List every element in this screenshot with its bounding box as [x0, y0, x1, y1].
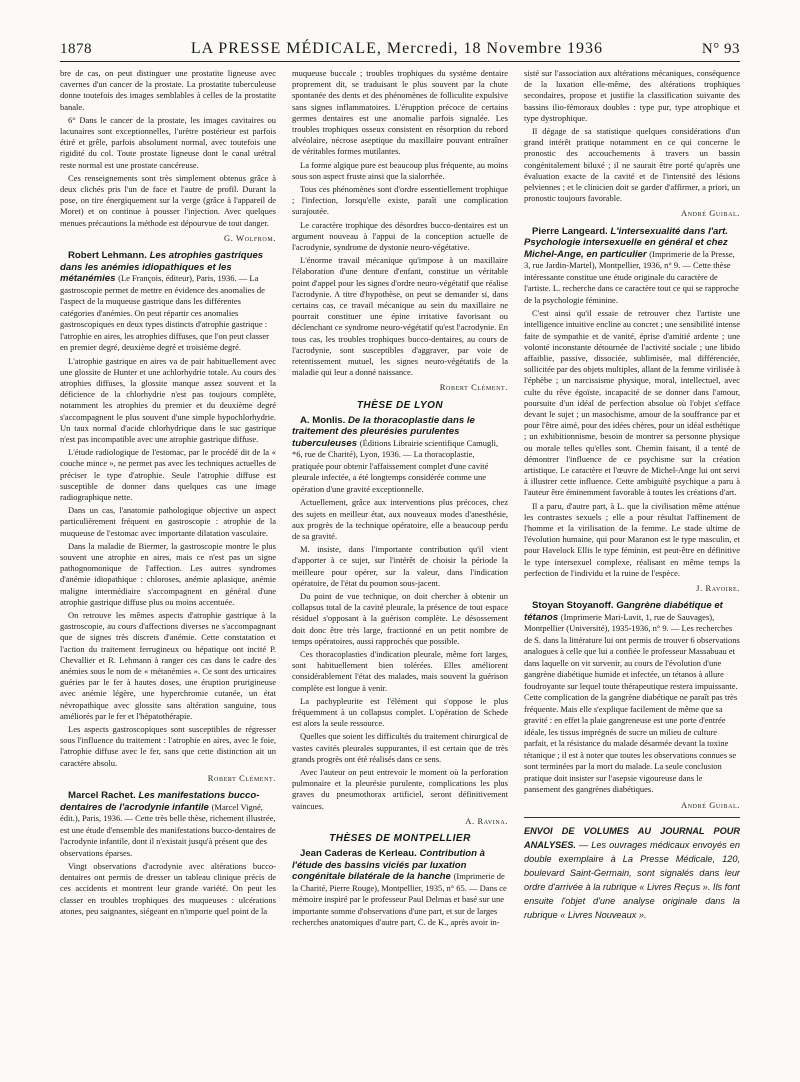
- review-publication: (Le François, éditeur), Paris, 1936. — La gastroscopie permet de mettre en évidence des anomalies de l'aspect de la muqueuse gastrique dans les différentes catégories d'anémies. On peut répartir ces anomalies gastroscopiques en deux types distincts d'atrophie gastrique : l'atrophie en aires, les atrophies diffuses, que l'on peut classer en premier degré, deuxième degré et troisième degré.: [60, 273, 269, 353]
- column-3: [524, 68, 740, 922]
- review-title: De la thoracoplastie dans le traitement des pleurésies purulentes tuberculeuses: [292, 414, 475, 449]
- review-heading: [60, 790, 276, 859]
- review-publication: (Éditions Librairie scientifique Camugli, *6, rue de Charité), Lyon, 1936. — La thoracoplastie, pratiquée pour obtenir l'affaissement complet d'une cavité pleurale infectée, a été longtemps considérée comme une opération d'une gravité exceptionnelle.: [292, 437, 499, 494]
- review-title: Contribution à l'étude des bassins viciés par luxation congénitale bilatérale de la hanche: [292, 848, 486, 883]
- paragraph: sisté sur l'association aux altérations mécaniques, conséquence de la luxation elle-même, des altérations trophiques secondaires, propose et justifie la classification suivante des bassins ilio-fémoraux doubles : type pur, type atrophique et type dystrophique.: [524, 68, 740, 123]
- paragraph: Les aspects gastroscopiques sont susceptibles de régresser sous l'influence du traitement : l'atrophie en aires, avec le foie, l'atrophie diffuse avec le fer, sans que cette distinction ait un caractère absolu.: [60, 724, 276, 768]
- review-author: Robert Lehmann.: [68, 250, 147, 262]
- paragraph: Vingt observations d'acrodynie avec altérations bucco-dentaires ont permis de dresser un tableau clinique précis de ces accidents et montrent leur grande variété. On peut les classer en troubles trophiques des muqueuses : ulcérations atones, peu saignantes, siégeant en n'importe quel point de la: [60, 861, 276, 916]
- review-title: Les manifestations bucco-dentaires de l'acrodynie infantile: [60, 790, 260, 813]
- paragraph: Actuellement, grâce aux interventions plus précoces, chez des sujets en meilleur état, aux nouveaux modes d'anesthésie, aux progrès de la technique opératoire, elle a beaucoup perdu de sa gravité.: [292, 497, 508, 541]
- paragraph: Avec l'auteur on peut entrevoir le moment où la perforation pulmonaire et la pleurésie purulente, complications les plus graves du pneumothorax artificiel, seront définitivement vaincues.: [292, 767, 508, 811]
- review-publication: (Imprimerie de la Charité, Pierre Rouge), Montpellier, 1935, n° 65. — Dans ce mémoire inspiré par le professeur Paul Delmas et basé sur une importante somme d'observations d'une part, et sur de larges recherches anatomiques d'autre part, C. de K., après avoir in-: [292, 871, 507, 928]
- review-title: Gangrène diabétique et tétanos: [524, 600, 723, 623]
- paragraph: Il dégage de sa statistique quelques considérations d'un grand intérêt pratique notamment en ce qui concerne le pronostic des accouchements à travers un bassin congénitalement biluxé ; il ne saurait être porté qu'après une évaluation exacte de la cavité et de l'intensité des lésions pelviennes ; et le clinicien doit se garder d'affirmer, a priori, un pronostic toujours favorable.: [524, 126, 740, 204]
- page-number-left: 1878: [60, 41, 92, 57]
- review-heading: [60, 250, 276, 354]
- column-1: [60, 68, 276, 919]
- page-header: [60, 40, 740, 62]
- paragraph: Dans la maladie de Biermer, la gastroscopie montre le plus souvent une atrophie en aires, mais ce n'est pas un signe pathognomonique de l'affection. Les autres syndromes d'anémie idiopathique : chloroses, anémie aplasique, anémie maligne intermédiaire s'accompagnent en général d'une atrophie gastrique diffuse plus ou moins accentuée.: [60, 540, 276, 607]
- paragraph: Ces renseignements sont très simplement obtenus grâce à deux clichés pris l'un de face et l'autre de profil. Durant la pose, on tire énergiquement sur la verge (grâce à l'appareil de Moret) et on continue à pousser l'injection. Avec quelques menues précautions la méthode est dépourvue de tout danger.: [60, 172, 276, 228]
- column-2: [292, 68, 508, 931]
- review-publication: (Imprimerie Mari-Lavit, 1, rue de Sauvages), Montpellier (Université), 1935-1936, n° 9. — Les recherches de S. dans la littérature lui ont permis de trouver 6 observations analogues à celle que lui a confiée le professeur Massabuau et dans laquelle on vit survenir, au cours de l'évolution d'une gangrène diabétique humide et infectée, un tétanos à allure foudroyante sur lequel toute thérapeutique restera impuissante. Cette complication de la gangrène diabétique ne paraît pas très fréquente. Mais elle s'explique facilement de même que sa gravité : en effet la plaie gangreneuse est une porte d'entrée idéale, les tissus imprégnés de sucre un milieu de culture parfait, et la résistance du malade désarmée devant la toxine tétanique ; il est à noter que toutes les observations connues se sont terminées par la mort du malade. La seule conclusion pratique doit insister sur l'asepsie vigoureuse dans le pansement des gangrènes diabétiques.: [524, 611, 740, 795]
- paragraph: La pachypleurite est l'élément qui s'oppose le plus fréquemment à un collapsus complet. L'opération de Schede est alors la seule ressource.: [292, 695, 508, 729]
- paragraph: L'atrophie gastrique en aires va de pair habituellement avec une glossite de Hunter et une achlorhydrie totale. Au cours des atrophies diffuses, la glossite manque assez souvent et la déficience de la chlorhydrie n'est pas toujours complète, notamment les atrophies du premier et du deuxième degré s'accompagnent le plus souvent d'une simple hypochlorhydrie. Un taux normal d'acide chlorhydrique dans le suc gastrique n'est pas incompatible avec une atrophie gastrique diffuse.: [60, 355, 276, 444]
- author-signature: Robert Clément.: [207, 772, 276, 783]
- paragraph: On retrouve les mêmes aspects d'atrophie gastrique à la gastroscopie, au cours d'affections diverses ne s'accompagnant que de signes très discrets d'anémie. Cette constatation et l'action du traitement ferrugineux ou hépatique ont incité P. Chevallier et R. Lehmann à ranger ces cas dans le cadre des anémies sous le nom de « métanémies ». Ce sont des urticaires guéries par le fer à hautes doses, une éruption prurigineuse avec anémie légère, une hyperchromie cutanée, un état névropathique avec glossite sans altération sanguine, tous améliorés par le fer et l'hépatothérapie.: [60, 610, 276, 721]
- paragraph: muqueuse buccale ; troubles trophiques du système dentaire proprement dit, se traduisant le plus souvent par la chute spontanée des dents et des phénomènes de folliculite expulsive sans signes inflammatoires. L'érupption précoce de certains germes dentaires est une anomalie parfois signalée. Les troubles trophiques osseux consistent en résorption du rebord alvéolaire, nécrose aseptique du maxillaire pouvant entraîner de véritables formes mutilantes.: [292, 68, 508, 157]
- paragraph: 6° Dans le cancer de la prostate, les images cavitaires ou lacunaires sont exceptionnelles, l'urètre postérieur est parfois étiré et grêle, parfois absolument normal, avec toutefois une rigidité du col. Toute prostate ligneuse dont le canal urétral reste normal est une prostate cancéreuse.: [60, 114, 276, 170]
- author-signature: J. Ravoire.: [696, 583, 740, 594]
- review-heading: [524, 226, 740, 307]
- paragraph: La forme algique pure est beaucoup plus fréquente, au moins sous son aspect fruste ainsi que la sialorrhée.: [292, 159, 508, 181]
- paragraph: Le caractère trophique des désordres bucco-dentaires est un argument nouveau à l'appui de la conception actuelle de l'acrodynie, syndrome de dystonie neuro-végétative.: [292, 219, 508, 253]
- paragraph: L'étude radiologique de l'estomac, par le procédé dit de la « couche mince », ne permet pas avec les techniques actuelles de préciser le type d'atrophie. Seule l'atrophie diffuse est susceptible de donner dans quelques cas une image radiographique nette.: [60, 447, 276, 502]
- review-author: Jean Caderas de Kerleau.: [300, 848, 417, 860]
- review-title: Les atrophies gastriques dans les anémies idiopathiques et les métanémies: [60, 250, 264, 285]
- review-author: A. Monlis.: [300, 414, 346, 426]
- author-signature: A. Ravina.: [465, 815, 508, 826]
- paragraph: Tous ces phénomènes sont d'ordre essentiellement trophique ; l'infection, lorsqu'elle existe, paraît une complication surajoutée.: [292, 184, 508, 217]
- journal-title: LA PRESSE MÉDICALE, Mercredi, 18 Novembre 1936: [190, 40, 604, 57]
- paragraph: M. insiste, dans l'importante contribution qu'il vient d'apporter à ce sujet, sur l'intérêt de choisir la période la meilleure pour opérer, sur la valeur, dans l'indication opératoire, de l'état du poumon sous-jacent.: [292, 544, 508, 588]
- paragraph: Ces thoracoplasties d'indication pleurale, même fort larges, sont habituellement bien tolérées. Elles améliorent considérablement l'état des malades, mais souvent la guérison complète est longue à venir.: [292, 649, 508, 693]
- paragraph: C'est ainsi qu'il essaie de retrouver chez l'artiste une intelligence intuitive encline au concret ; une sensibilité intense faite de sympathie et de vanité, éprise d'amitié ardente ; une volonté inconstante détournée de l'activité sociale ; une libido affaiblie, passive, dissociée, sublimisée, mal différenciée, sollicitée par des objets multiples, allant de la femme virilisée à l'éphèbe ; un narcissisme physique, moral, intellectuel, avec culte du rêve égoïste, incapacité de se donner dans l'amour, poursuite d'un idéal de perfection absolue où l'objet s'efface devant le sujet ; un masochisme, amour de la souffrance par et pour l'être aimé, pour des idées chères, pour un idéal esthétique ; un exhibitionnisme, besoin de montrer sa personne physique ou morale telles qu'elles sont. Chemin faisant, il a tenté de démontrer l'influence de ce psychisme sur la création artistique. Le caractère et l'œuvre de Michel-Ange lui ont servi à illustrer cette influence. Cette ambiguïté psychique a paru à l'auteur être éminemment favorable à toutes les créations d'art.: [524, 308, 740, 498]
- author-signature: André Guibal.: [681, 208, 740, 219]
- review-heading: [524, 600, 740, 796]
- section-title: THÈSES DE MONTPELLIER: [329, 833, 471, 845]
- review-author: Stoyan Stoyanoff.: [532, 600, 614, 612]
- review-author: Pierre Langeard.: [532, 225, 608, 237]
- paragraph: Dans un cas, l'anatomie pathologique objective un aspect particulièrement fréquent en gastroscopie : atrophie de la muqueuse de l'estomac avec importante dilatation vasculaire.: [60, 505, 276, 538]
- paragraph: L'énorme travail mécanique qu'impose à un maxillaire l'élaboration d'une denture d'enfant, constitue un véritable point d'appel pour les signes d'ordre neuro-végétatif que réalise l'acrodynie. A titre d'hypothèse, on peut se demander si, dans certains cas, ce travail mécanique au sein du maxillaire ne pourrait constituer une épine irritative favorisant ou déclenchant ce syndrome neuro-végétatif qu'est l'acrodynie. En tous cas, les troubles trophiques bucco-dentaires, au cours de l'acrodynie, sont susceptibles d'aggraver, par voie de retentissement mutuel, les signes neuro-végétatifs de la maladie qui leur a donné naissance.: [292, 255, 508, 378]
- author-signature: Robert Clément.: [439, 382, 508, 393]
- paragraph: Quelles que soient les difficultés du traitement chirurgical de vastes cavités pleurales suppurantes, il est certain que de très grands progrès ont été réalisés dans ce sens.: [292, 731, 508, 764]
- notice-heading: ENVOI DE VOLUMES AU JOURNAL POUR ANALYSES.: [524, 825, 740, 850]
- issue-number: N° 93: [701, 41, 740, 57]
- notice-body: — Les ouvrages médicaux envoyés en double exemplaire à La Presse Médicale, 120, boulevard Saint-Germain, sont signalés dans leur ordre d'arrivée à la rubrique « Livres Reçus ». Ils font ensuite l'objet d'une analyse originale dans la rubrique « Livres Nouveaux ».: [524, 839, 740, 920]
- review-publication: (Imprimerie de la Presse, 3, rue Jardin-Martel), Montpellier, 1936, n° 9. — Cette thèse intéressante constitue une étude originale du caractère de l'artiste. L. recherche dans ce caractère tout ce qui se rapproche de la psychologie féminine.: [524, 248, 739, 305]
- paragraph: bre de cas, on peut distinguer une prostatite ligneuse avec cavernes d'un cancer de la prostate. La prostatite tuberculeuse donne toutefois des images semblables à celles de la prostatite banale.: [60, 68, 276, 112]
- review-heading: [292, 415, 508, 496]
- review-heading: [292, 848, 508, 929]
- paragraph: Il a paru, d'autre part, à L. que la civilisation même atténue les contrastes sexuels ; elle a pour résultat l'affinement de l'homme et la virilisation de la femme. Le stade ultime de l'évolution humaine, qui pour Maranon est le type masculin, et pour Havelock Ellis le type féminin, est peut-être en définitive le type intersexuel complexe, réalisant en même temps la perfection de l'individu et la ruine de l'espèce.: [524, 500, 740, 578]
- author-signature: G. Wolfrom.: [224, 232, 276, 243]
- paragraph: Du point de vue technique, on doit chercher à obtenir un collapsus total de la cavité pleurale, la présence de tout espace résiduel s'opposant à la guérison complète. Le désossement doit donc être très large, fractionné en un petit nombre de temps opératoires, aussi rapprochés que possible.: [292, 591, 508, 646]
- section-title: THÈSE DE LYON: [356, 399, 444, 411]
- notice-box: [524, 824, 740, 922]
- divider: [524, 817, 740, 818]
- review-author: Marcel Rachet.: [68, 790, 136, 802]
- review-publication: (Marcel Vigné, édit.), Paris, 1936. — Cette très belle thèse, richement illustrée, est une étude d'ensemble des manifestations bucco-dentaires de l'acrodynie infantile, dont il n'existait jusqu'à présent que des observations éparses.: [60, 801, 276, 858]
- review-title: L'intersexualité dans l'art. Psychologie intersexuelle en général et chez Michel-Ange, en particulier: [524, 225, 728, 260]
- author-signature: André Guibal.: [681, 799, 740, 810]
